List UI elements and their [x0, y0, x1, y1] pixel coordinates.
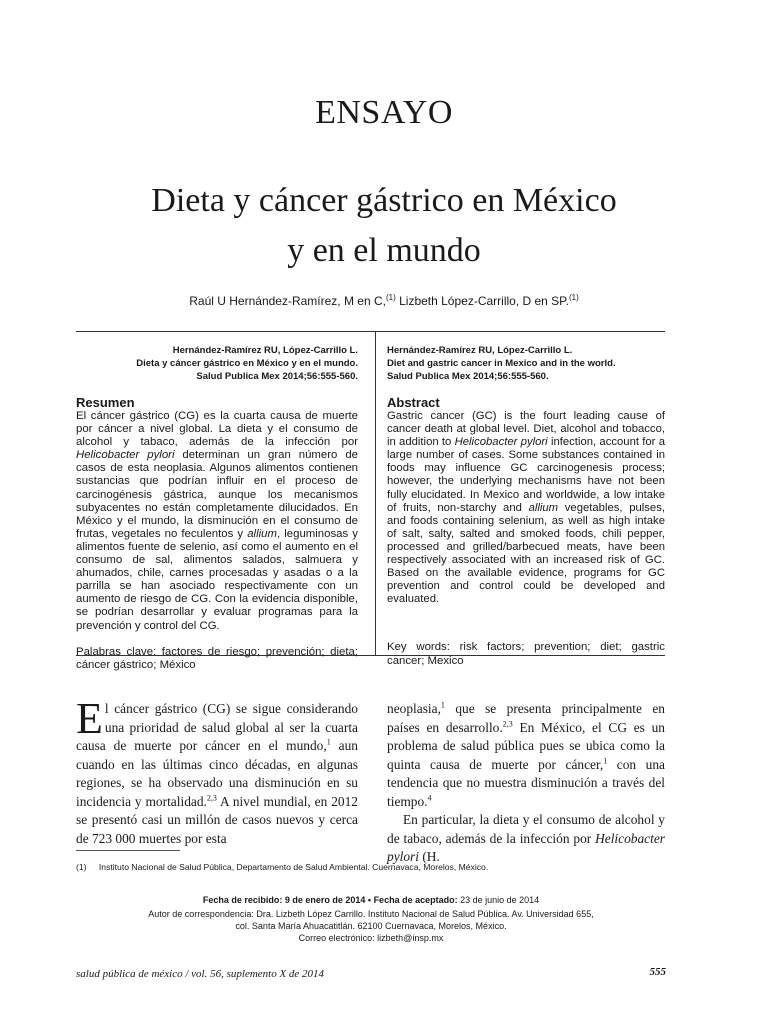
citation-journal: Salud Publica Mex 2014;56:555-560. — [387, 371, 549, 382]
abstract-keywords: Key words: risk factors; prevention; diet; gastric cancer; Mexico — [387, 641, 665, 667]
abstract-text: Gastric cancer (GC) is the fourt leading cause of cancer death at global level. Diet, alcohol and tobacco, in addition to Helicobacter pylori infection, account for a large number of cases. Some substances contained in foods may influence GC carcinogenesis process; however, the underlying mechanisms have not been fully elucidated. In Mexico and worldwide, a low intake of fruits, non-starchy and allium vegetables, pulses, and foods containing selenium, as well as high intake of salt, salty, salted and smoked foods, chili pepper, processed and grilled/barbecued meats, have been respectively associated with an increased risk of GC. Based on the available evidence, programs for GC prevention and control could be developed and evaluated. — [387, 410, 665, 606]
citation-authors: Hernández-Ramírez RU, López-Carrillo L. — [172, 345, 358, 356]
citation-spanish — [76, 344, 358, 383]
citation-english — [387, 344, 665, 383]
citation-authors: Hernández-Ramírez RU, López-Carrillo L. — [387, 345, 573, 356]
reference-marker: 2,3 — [206, 793, 217, 803]
author-line — [0, 294, 768, 308]
reference-marker: 4 — [427, 793, 432, 803]
reference-marker: 1 — [603, 756, 608, 766]
footnote-text: Instituto Nacional de Salud Pública, Departamento de Salud Ambiental. Cuernavaca, Morelos, México. — [98, 862, 489, 872]
citation-title: Dieta y cáncer gástrico en México y en el mundo. — [136, 358, 358, 369]
title-line-1: Dieta y cáncer gástrico en México — [151, 182, 617, 219]
author-2: Lizbeth López-Carrillo, D en SP. — [395, 294, 569, 308]
abstract-heading: Abstract — [387, 395, 440, 410]
resumen-heading: Resumen — [76, 395, 135, 410]
correspondence: Autor de correspondencia: Dra. Lizbeth López Carrillo. Instituto Nacional de Salud Pública. Av. Universidad 655, col. Santa María Ahuacatitlán. 62100 Cuernavaca, Morelos, México. Correo electrónico: lizbeth@insp.mx — [76, 908, 666, 944]
article-title — [0, 176, 768, 276]
reference-marker: 1 — [326, 737, 331, 747]
citation-journal: Salud Publica Mex 2014;56:555-560. — [196, 371, 358, 382]
running-footer: salud pública de méxico / vol. 56, suplemento X de 2014 — [76, 968, 325, 980]
abstract-block — [387, 395, 665, 668]
top-rule — [76, 331, 665, 332]
column-divider — [375, 331, 376, 655]
page-number: 555 — [649, 966, 666, 978]
resumen-text: El cáncer gástrico (CG) es la cuarta causa de muerte por cáncer a nivel global. La dieta y el consumo de alcohol y tabaco, además de la infección por Helicobacter pylori determinan un gran número de casos de esta neoplasia. Algunos alimentos contienen sustancias que podrían influir en el proceso de carcinogénesis gástrica, aunque los mecanismos subyacentes no están completamente dilucidados. En México y el mundo, la disminución en el consumo de frutas, vegetales no feculentos y allium, leguminosas y alimentos fuente de selenio, así como el aumento en el consumo de sal, alimentos salados, salmuera y ahumados, chile, carnes procesadas y asadas o a la parrilla se han asociado respectivamente con un aumento de riesgo de CG. Con la evidencia disponible, se podrían desarrollar y evaluar programas para la prevención y control del CG. — [76, 410, 358, 632]
author-2-affiliation: (1) — [568, 293, 579, 302]
title-line-2: y en el mundo — [287, 232, 481, 269]
resumen-block — [76, 395, 358, 672]
footnote-rule — [76, 850, 180, 851]
footnote — [76, 861, 666, 873]
body-column-left: El cáncer gástrico (CG) se sigue considerando una prioridad de salud global al ser la cuarta causa de muerte por cáncer en el mundo,$^1$ aun cuando en las últimas cinco décadas, en algunas regiones, se ha observado una disminución en su incidencia y mortalidad.$^{2,3}$ A nivel mundial, en 2012 se presentó casi un millón de casos nuevos y cerca de 723 000 muertes por esta — [76, 694, 358, 846]
contact-email: Correo electrónico: lizbeth@insp.mx — [298, 933, 444, 943]
body-column-right: neoplasia,$^1$ que se presenta principalmente en países en desarrollo.$^{2,3}$ En México, el CG es un problema de salud pública pues se ubica como la quinta causa de muerte por cáncer,$^1$ con una tendencia que no muestra disminución a través del tiempo.$^4$ En particular, la dieta y el consumo de alcohol y de tabaco, además de la infección por Helicobacter pylori (H. — [387, 700, 666, 864]
author-1: Raúl U Hernández-Ramírez, M en C, — [189, 294, 386, 308]
resumen-keywords: Palabras clave: factores de riesgo; prevención; dieta; cáncer gástrico; México — [76, 645, 358, 671]
citation-title: Diet and gastric cancer in Mexico and in the world. — [387, 358, 616, 369]
author-1-affiliation: (1) — [385, 293, 396, 302]
article-dates: Fecha de recibido: 9 de enero de 2014 • Fecha de aceptado: 23 de junio de 2014 — [202, 895, 540, 905]
section-label: ENSAYO — [315, 94, 453, 131]
reference-marker: 2,3 — [502, 719, 513, 729]
reference-marker: 1 — [440, 700, 445, 710]
drop-cap: E — [76, 694, 103, 743]
footnote-marker: (1) — [76, 862, 87, 872]
